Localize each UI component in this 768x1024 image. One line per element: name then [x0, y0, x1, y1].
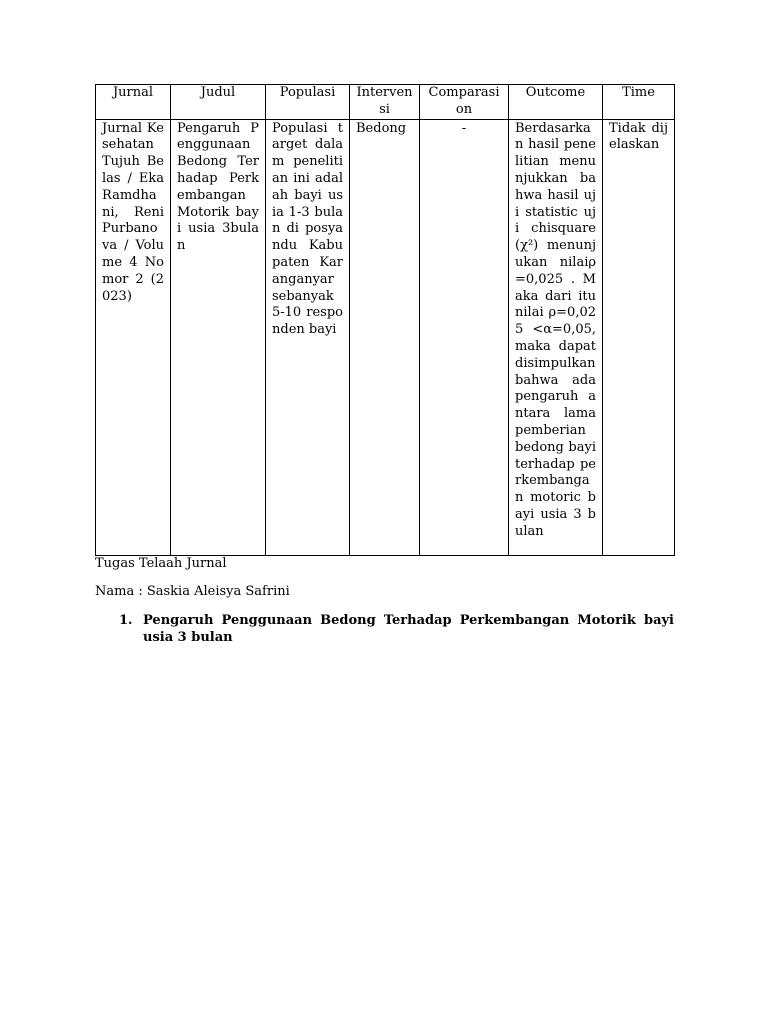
header-judul: Judul: [171, 85, 266, 120]
list-item-number: 1.: [119, 613, 133, 628]
list-item-text: Pengaruh Penggunaan Bedong Terhadap Perkembangan Motorik bayi usia 3 bulan: [143, 613, 674, 645]
list-item: [119, 612, 674, 646]
document-title: Tugas Telaah Jurnal: [95, 556, 227, 571]
cell-jurnal: Jurnal Kesehatan Tujuh Belas / Eka Ramdhani, Reni Purbanova / Volume 4 Nomor 2 (2023): [96, 119, 171, 555]
table-header-row: [96, 85, 675, 120]
table-row: [96, 119, 675, 555]
cell-populasi: Populasi target dalam penelitian ini adalah bayi usia 1-3 bulan di posyandu Kabupaten Karanganyar sebanyak 5-10 responden bayi: [266, 119, 350, 555]
header-populasi: Populasi: [266, 85, 350, 120]
journal-review-table: [95, 84, 675, 556]
cell-time: Tidak dijelaskan: [603, 119, 675, 555]
cell-outcome: Berdasarkan hasil penelitian menunjukkan bahwa hasil uji statistic uji chisquare(χ²) menunjukan nilaiρ=0,025 . Maka dari itu nilai ρ=0,025 <α=0,05, maka dapat disimpulkan bahwa ada pengaruh antara lama pemberian bedong bayi terhadap perkembangan motoric bayi usia 3 bulan: [509, 119, 603, 555]
cell-judul: Pengaruh Penggunaan Bedong Terhadap Perkembangan Motorik bayi usia 3bulan: [171, 119, 266, 555]
header-time: Time: [603, 85, 675, 120]
header-jurnal: Jurnal: [96, 85, 171, 120]
student-name: Nama : Saskia Aleisya Safrini: [95, 584, 290, 599]
header-comparasion: Comparasi on: [420, 85, 509, 120]
cell-comparasion: -: [420, 119, 509, 555]
header-outcome: Outcome: [509, 85, 603, 120]
cell-intervensi: Bedong: [350, 119, 420, 555]
header-intervensi: Interven si: [350, 85, 420, 120]
